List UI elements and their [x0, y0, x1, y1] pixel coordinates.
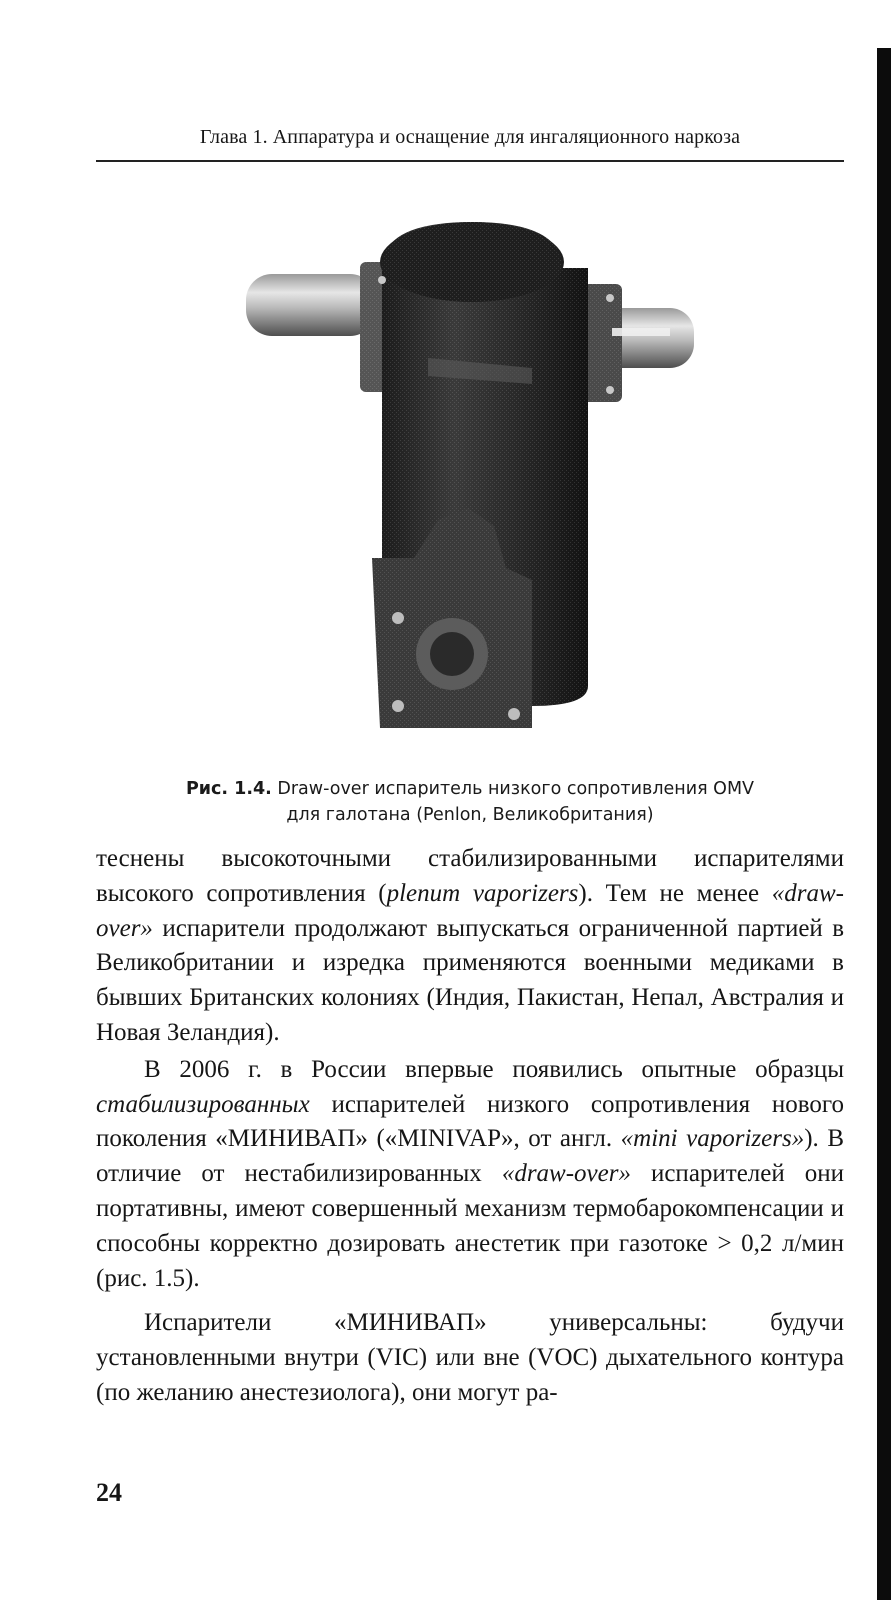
p1-text-1: теснены высокоточными стабилизированными испарителями высокого сопротивления (: [96, 845, 844, 907]
omv-vaporizer-illustration: [232, 208, 712, 748]
p1-text-2: ). Тем не менее: [578, 879, 772, 907]
inlet-pipe: [246, 274, 376, 336]
p2-text-3: ). В отличие от нестабилизированных: [96, 1125, 845, 1188]
p2-text-2: испарителей низкого сопротивления нового поколения «МИНИВАП» («MINIVAP», от англ.: [96, 1090, 844, 1153]
p1-italic-2: «draw-over»: [96, 879, 844, 942]
paragraph-3: [96, 1306, 844, 1410]
caption-text-1: Draw-over испаритель низкого сопротивления OMV: [277, 779, 755, 799]
p2-text-4: испарителей они портативны, имеют совершенный механизм термобарокомпенсации и способны корректно дозировать анестетик при газотоке > 0,2 л/мин (рис. 1.5).: [96, 1160, 845, 1292]
paragraph-2: [96, 1053, 844, 1297]
bolt: [508, 708, 520, 720]
p3-text-1: Испарители «МИНИВАП» универсальны: будучи установленными внутри (VIC) или вне (VOC) дыхательного контура (по желанию анестезиолога), они могут ра-: [96, 1309, 844, 1406]
p2-italic-1: стабилизированных: [96, 1090, 310, 1118]
body-text: [96, 842, 844, 1411]
p2-italic-2: «mini vaporizers»: [620, 1125, 805, 1153]
bolt: [392, 700, 404, 712]
page-number: 24: [96, 1478, 122, 1507]
figure-1-4: [232, 208, 712, 748]
p1-text-3: испарители продолжают выпускаться ограниченной партией в Великобритании и изредка применяются военными медиками в бывших Британских колониях (Индия, Пакистан, Непал, Австралия и Новая Зеландия).: [96, 914, 844, 1046]
paragraph-1: [96, 842, 844, 1051]
caption-label: Рис. 1.4.: [185, 779, 272, 799]
page-binding-edge: [877, 48, 891, 1600]
p2-italic-3: «draw-over»: [501, 1160, 631, 1188]
caption-line-1: [96, 776, 844, 802]
bolt: [392, 612, 404, 624]
figure-caption: [96, 776, 844, 828]
p2-text-1: В 2006 г. в России впервые появились опытные образцы: [144, 1055, 844, 1083]
p1-italic-1: plenum vaporizers: [386, 879, 579, 907]
running-head: Глава 1. Аппаратура и оснащение для ингаляционного наркоза: [199, 126, 741, 148]
caption-line-2: для галотана (Penlon, Великобритания): [286, 805, 654, 825]
header-rule: [96, 160, 844, 162]
